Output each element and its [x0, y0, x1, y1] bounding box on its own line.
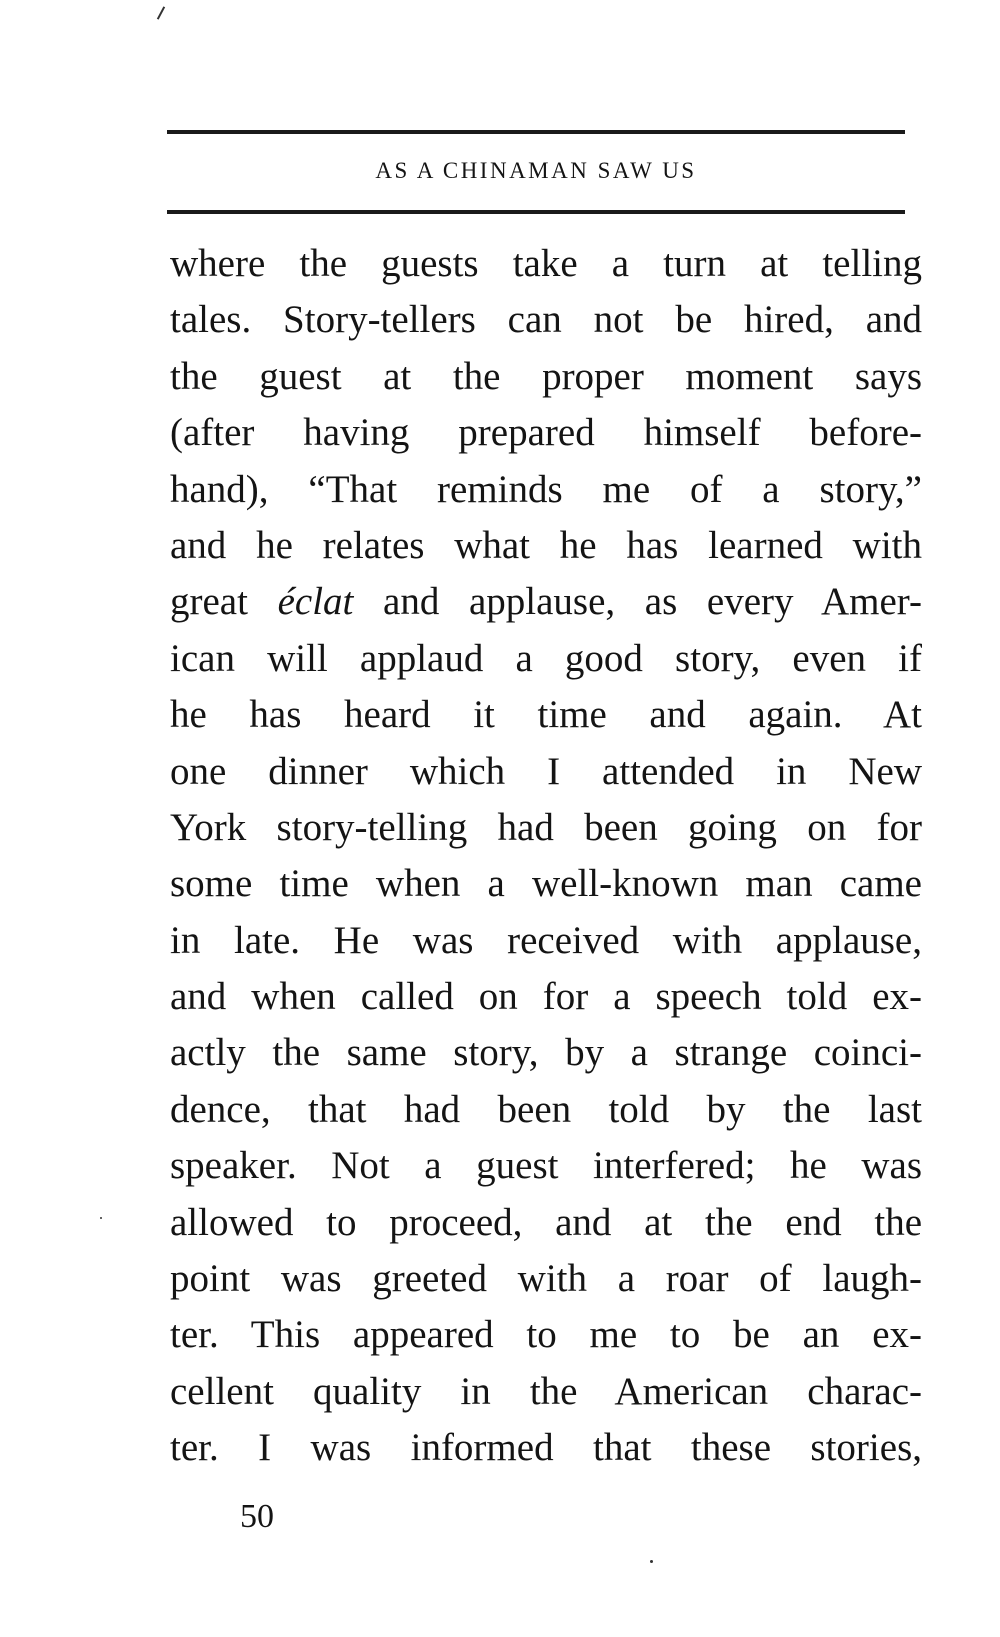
text-line: in late. He was received with applause,: [170, 918, 922, 962]
text-line: the guest at the proper moment says: [170, 354, 922, 398]
speck: [650, 1560, 653, 1563]
text-line: allowed to proceed, and at the end the: [170, 1200, 922, 1244]
text-line: ican will applaud a good story, even if: [170, 636, 922, 680]
text-line: great éclat and applause, as every Amer-: [170, 580, 922, 624]
speck: [100, 1217, 102, 1219]
text-line: point was greeted with a roar of laugh-: [170, 1257, 922, 1301]
text-line: (after having prepared himself before-: [170, 411, 922, 455]
text-line: ter. This appeared to me to be an ex-: [170, 1313, 922, 1357]
text-line: some time when a well-known man came: [170, 862, 922, 906]
text-line: York story-telling had been going on for: [170, 805, 922, 849]
text-line: he has heard it time and again. At: [170, 693, 922, 737]
text-line: ter. I was informed that these stories,: [170, 1426, 922, 1470]
text-line: dence, that had been told by the last: [170, 1087, 922, 1131]
page-number: 50: [240, 1498, 274, 1535]
text-line: and when called on for a speech told ex-: [170, 975, 922, 1019]
text-line: speaker. Not a guest interfered; he was: [170, 1144, 922, 1188]
header-rule-bottom: [167, 210, 905, 214]
text-line: cellent quality in the American charac-: [170, 1369, 922, 1413]
text-line: one dinner which I attended in New: [170, 749, 922, 793]
text-line: hand), “That reminds me of a story,”: [170, 467, 922, 511]
text-line: actly the same story, by a strange coinci-: [170, 1031, 922, 1075]
stray-mark: [157, 6, 165, 19]
header-rule-top: [167, 130, 905, 134]
running-head: AS A CHINAMAN SAW US: [375, 158, 697, 183]
body-text: [170, 236, 922, 1477]
text-line: tales. Story-tellers can not be hired, and: [170, 298, 922, 342]
text-line: and he relates what he has learned with: [170, 523, 922, 567]
text-line: where the guests take a turn at telling: [170, 242, 922, 285]
